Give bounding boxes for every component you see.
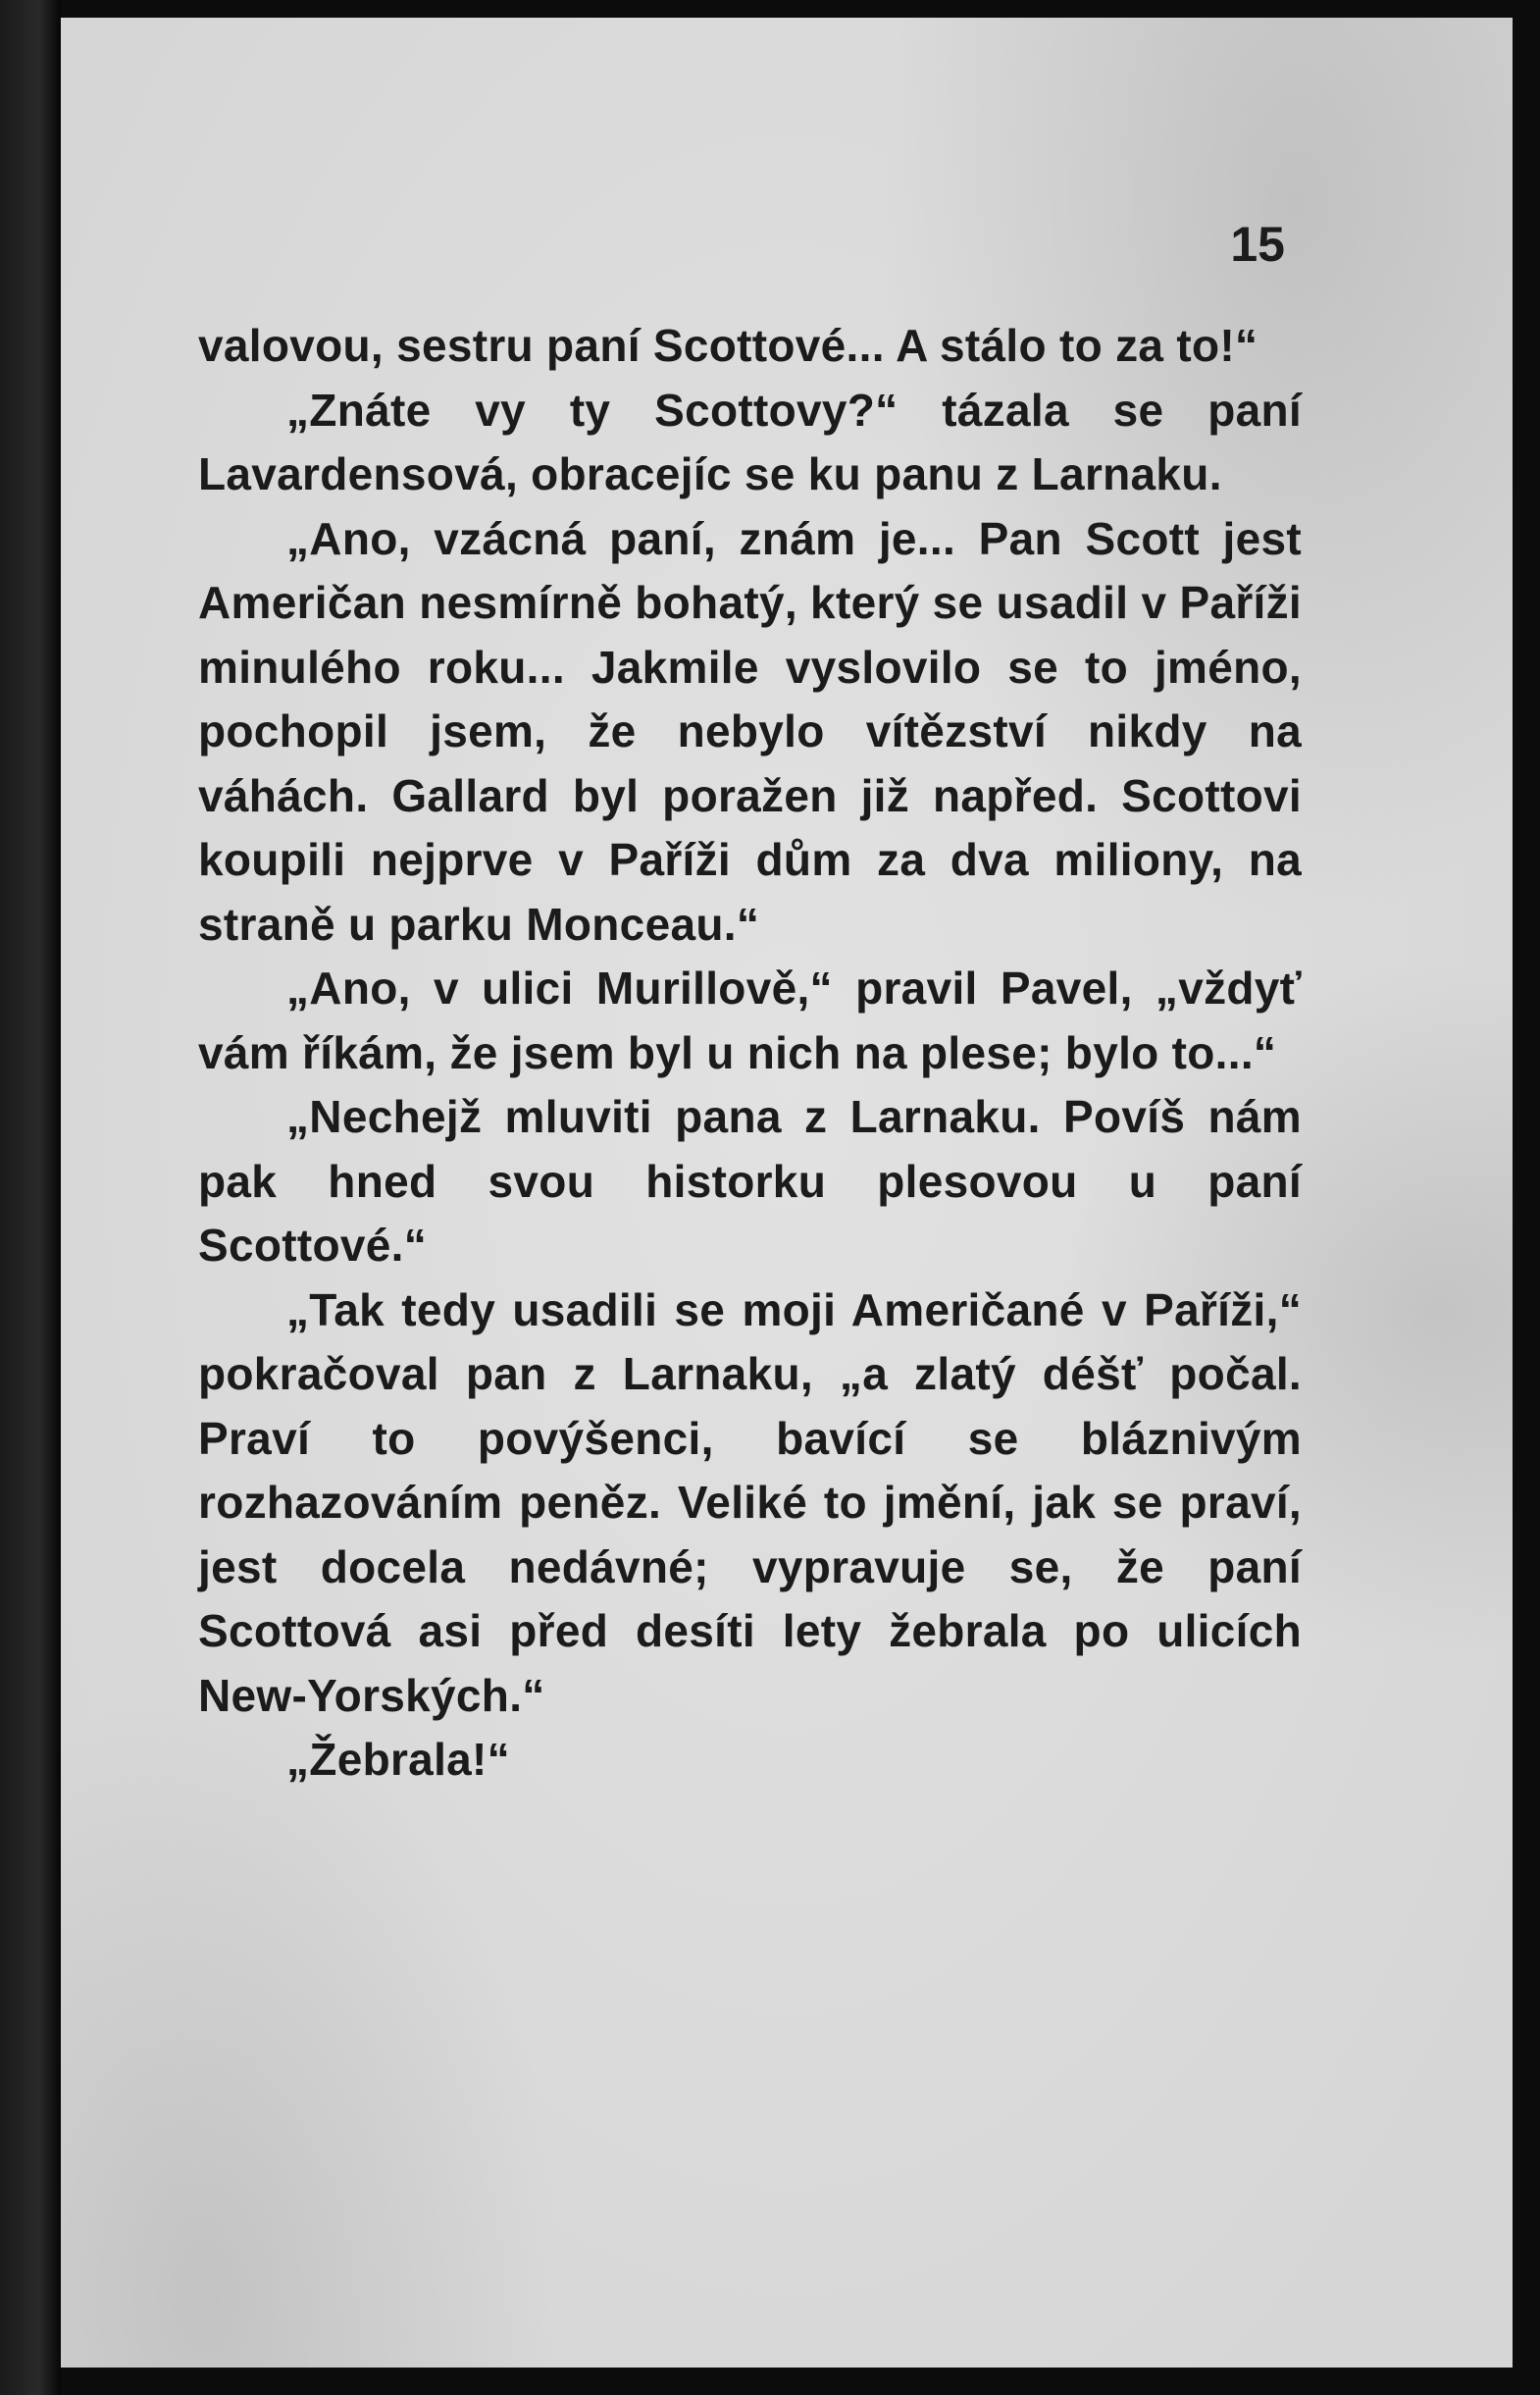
page-number: 15 [1230,217,1285,272]
book-spine-edge [0,0,61,2395]
paragraph: „Ano, v ulici Murillově,“ pravil Pavel, „vždyť vám říkám, že jsem byl u nich na plese; bylo to...“ [198,963,1302,1078]
paragraph: „Nechejž mluviti pana z Larnaku. Povíš nám pak hned svou historku plesovou u paní Scottové.“ [198,1091,1302,1271]
paragraph: „Tak tedy usadili se moji Američané v Paříži,“ pokračoval pan z Larnaku, „a zlatý déšť počal. Praví to povýšenci, bavící se bláznivým rozhazováním peněz. Veliké to jmění, jak se praví, jest docela nedávné; vypravuje se, že paní Scottová asi před desíti lety žebrala po ulicích New-Yorských.“ [198,1283,1302,1721]
book-page [61,18,1513,2368]
paragraph-continuation: valovou, sestru paní Scottové... A stálo to za to!“ [198,320,1258,371]
paragraph: „Žebrala!“ [286,1734,510,1785]
paragraph: „Znáte vy ty Scottovy?“ tázala se paní Lavardensová, obracejíc se ku panu z Larnaku. [198,384,1302,499]
page-text [198,314,1302,1793]
paragraph: „Ano, vzácná paní, znám je... Pan Scott jest Američan nesmírně bohatý, který se usadil v Paříži minulého roku... Jakmile vyslovilo se to jméno, pochopil jsem, že nebylo vítězství nikdy na váhách. Gallard byl poražen již napřed. Scottovi koupili nejprve v Paříži dům za dva miliony, na straně u parku Monceau.“ [198,512,1302,950]
